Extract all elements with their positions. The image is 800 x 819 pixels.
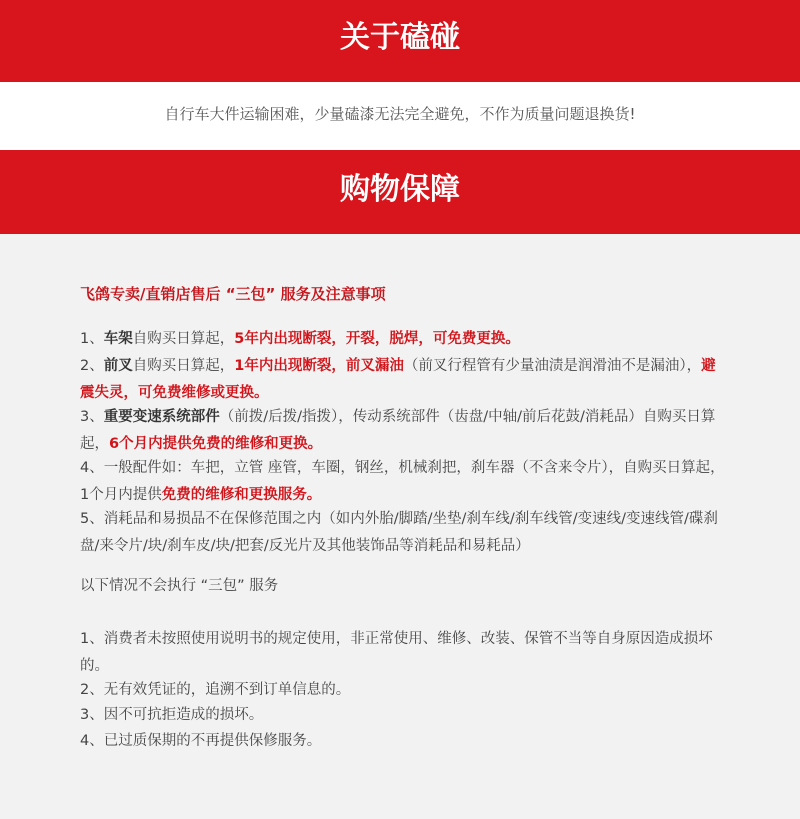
collision-notice: 自行车大件运输困难，少量磕漆无法完全避免，不作为质量问题退换货! — [164, 105, 636, 123]
service-heading: 飞鸽专卖/直销店售后 “三包” 服务及注意事项 — [80, 285, 386, 303]
collision-title: 关于磕碰 — [340, 20, 460, 55]
list-item — [80, 404, 730, 458]
item-text: （前叉行程管有少量油渍是润滑油不是漏油）， — [403, 358, 702, 374]
list-item — [80, 326, 730, 353]
item-text: 自购买日算起， — [132, 331, 235, 347]
list-item — [80, 506, 730, 560]
item-highlight: 免费的维修和更换服务。 — [161, 487, 322, 503]
item-text: （前拨/后拨/指拨），传动系统部件（齿盘/中轴/前后花鼓/消耗品）自购买日算起， — [80, 409, 716, 452]
exclusions-title: 以下情况不会执行 “三包” 服务 — [80, 578, 279, 594]
item-part: 车架 — [103, 331, 133, 347]
exclusion-item: 3、因不可抗拒造成的损坏。 — [80, 707, 264, 723]
item-text: 一般配件如：车把，立管 座管，车圈，钢丝，机械刹把，刹车器（不含来令片），自购买日算起，1个月内提供 — [80, 460, 725, 503]
item-number: 5、 — [80, 511, 104, 527]
collision-banner — [0, 0, 800, 82]
item-highlight: 5年内出现断裂，开裂，脱焊，可免费更换。 — [234, 331, 520, 347]
exclusion-item: 1、消费者未按照使用说明书的规定使用，非正常使用、维修、改装、保管不当等自身原因造成损坏的。 — [80, 631, 713, 674]
item-number: 2、 — [80, 358, 104, 374]
item-text: 自购买日算起， — [132, 358, 235, 374]
item-highlight: 1年内出现断裂，前叉漏油 — [234, 358, 404, 374]
item-part: 前叉 — [103, 358, 133, 374]
item-number: 3、 — [80, 409, 104, 425]
item-number: 1、 — [80, 331, 104, 347]
item-highlight: 6个月内提供免费的维修和更换。 — [109, 436, 323, 452]
list-item — [80, 455, 730, 509]
list-item — [80, 353, 730, 407]
exclusion-item: 4、已过质保期的不再提供保修服务。 — [80, 733, 322, 749]
guarantee-title: 购物保障 — [340, 172, 460, 207]
item-number: 4、 — [80, 460, 104, 476]
exclusion-item: 2、无有效凭证的，追溯不到订单信息的。 — [80, 682, 351, 698]
guarantee-banner — [0, 150, 800, 234]
item-text: 消耗品和易损品不在保修范围之内（如内外胎/脚踏/坐垫/刹车线/刹车线管/变速线/变速线管/碟刹盘/来令片/块/刹车皮/块/把套/反光片及其他装饰品等消耗品和易耗品） — [80, 511, 718, 554]
item-highlight: 避震失灵，可免费维修或更换。 — [80, 358, 716, 401]
item-part: 重要变速系统部件 — [103, 409, 220, 425]
